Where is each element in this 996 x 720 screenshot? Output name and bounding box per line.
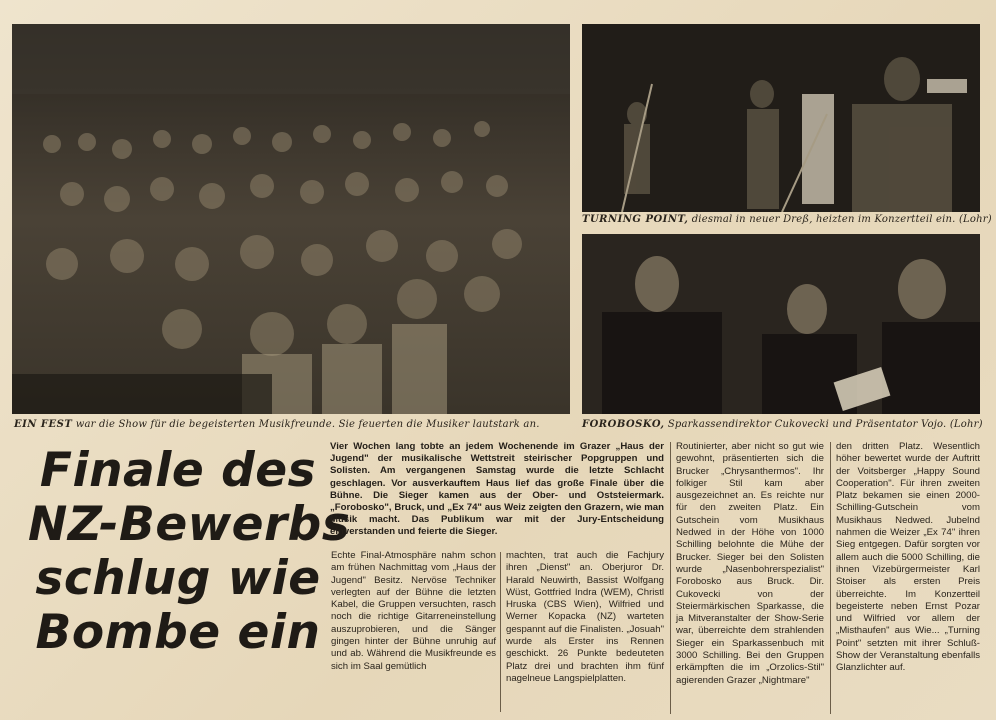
jury-photo-caption <box>582 419 983 430</box>
column-divider <box>830 442 831 714</box>
jury-caption-text: Sparkassendirektor Cukovecki und Präsentator Vojo. (Lohr) <box>664 419 983 430</box>
body-text-2: machten, trat auch die Fachjury ihren „Dienst" an. Oberjuror Dr. Harald Neuwirth, Bassist Wolfgang Wüst, Gottfried Indra (WEM), Christl Hruska (CBS Wien), Wilfried und Werner Kopacka (NZ) warteten gespannt auf die Finalisten. „Josuah" wurde als Erster ins Rennen geschickt. 26 Punkte bedeuteten Platz drei und brachten ihm fünf nagelneue Langspielplatten. <box>506 550 664 684</box>
crowd-caption-lead: EIN FEST <box>14 419 73 430</box>
headline-line-3: schlug wie <box>35 551 321 606</box>
band-caption-text: diesmal in neuer Dreß, heizten im Konzertteil ein. (Lohr) <box>688 214 992 225</box>
headline-line-4: Bombe ein <box>35 605 321 660</box>
band-caption-lead: TURNING POINT, <box>582 214 689 225</box>
headline-line-2: NZ-Bewerbs <box>28 497 351 552</box>
band-photo-caption <box>582 214 992 225</box>
headline-line-1: Finale des <box>39 443 317 498</box>
column-divider <box>670 442 671 714</box>
jury-photo <box>582 234 980 414</box>
body-text-3: Routinierter, aber nicht so gut wie gewohnt, präsentierten sich die Brucker „Chrysanthermos". Ihr folkiger Stil kam aber ausgezeichnet an. Es reichte nur für den zweiten Platz. Ein Gutschein vom Musikhaus Nedwed in der Höhe von 1000 Schilling belohnte die Mühe der Brucker. Sieger bei den Solisten wurde „Nasenbohrerspezialist" Forobosko aus Bruck. Dir. Cukovecki von der Steiermärkischen Sparkasse, die ja Mitveranstalter der Show-Serie war, überreichte dem strahlenden Sieger ein Sparkassenbuch mit 3000 Schilling. Bei den Gruppen erkämpften die im „Orzolics-Stil" agierenden Grazer „Nightmare" <box>676 441 824 686</box>
body-column-3 <box>676 441 824 687</box>
jury-photo-image <box>582 234 980 414</box>
body-column-4 <box>836 441 980 675</box>
band-photo <box>582 24 980 212</box>
body-column-1 <box>331 550 496 673</box>
body-column-2 <box>506 550 664 685</box>
jury-caption-lead: FOROBOSKO, <box>582 419 665 430</box>
band-photo-image <box>582 24 980 212</box>
body-text-1: Echte Final-Atmosphäre nahm schon am frühen Nachmittag vom „Haus der Jugend" Besitz. Nervöse Techniker verlegten auf der Bühne die letzten Kabel, die Gruppen versuchten, rasch noch die richtige Gitarreneinstellung auszuprobieren, und die Sänger gingen hinter der Bühne unruhig auf und ab. Während die Musikfreunde es sich im Saal gemütlich <box>331 550 496 672</box>
crowd-photo <box>12 24 570 414</box>
crowd-caption-text: war die Show für die begeisterten Musikfreunde. Sie feuerten die Musiker lautstark an. <box>72 419 540 430</box>
column-divider <box>500 552 501 712</box>
crowd-photo-caption <box>14 419 540 430</box>
crowd-photo-image <box>12 24 570 414</box>
headline <box>28 443 351 660</box>
lead-paragraph: Vier Wochen lang tobte an jedem Wochenende im Grazer „Haus der Jugend" der musikalische Wettstreit steirischer Popgruppen und Solisten. Am vergangenen Samstag wurde die letzte Schlacht geschlagen. Vor ausverkauftem Haus lief das große Finale über die Bühne. Die Sieger kamen aus der Ober- und Oststeiermark. „Forobosko", Bruck, und „Ex 74" aus Weiz zeigten den Grazern, wie man Musik macht. Das Publikum war mit der Jury-Entscheidung einverstanden und feierte die Sieger. <box>330 441 664 538</box>
body-text-4: den dritten Platz. Wesentlich höher bewertet wurde der Auftritt der Voitsberger „Happy Sound Cooperation". Für ihren zweiten Platz bekamen sie einen 2000-Schilling-Gutschein vom Musikhaus Nedwed. Jubelnd nahmen die Weizer „Ex 74" ihren Sieg entgegen. Dafür sorgten vor allem auch die 5000 Schilling, die ihnen Vizebürgermeister Karl Stoiser als ersten Preis überreichte. Im Konzertteil begeisterte neben Ernst Pozar und Wilfried vor allem der „Misthaufen" aus Wie... „Turning Point" setzten mit ihrer Schluß-Show der Veranstaltung ebenfalls Glanzlichter auf. <box>836 441 980 674</box>
